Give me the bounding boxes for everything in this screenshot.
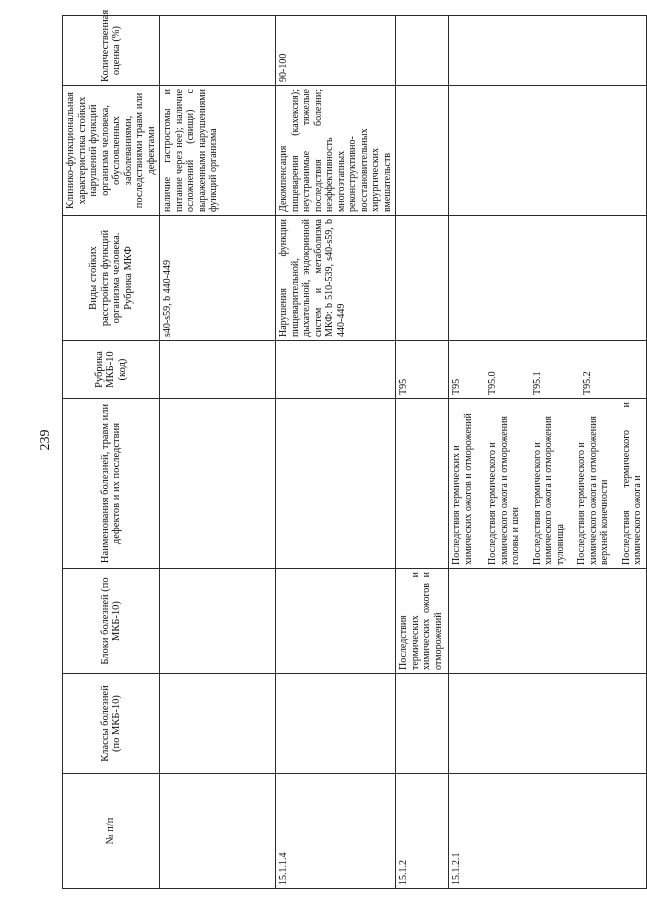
table-row: [160, 16, 276, 889]
header-num: № п/п: [63, 774, 160, 889]
name-upper-limb: Последствия термического и химического ожога и отморожения верхней конечности: [576, 415, 610, 565]
name-next: Последствия термического и химического ожога и: [620, 402, 643, 565]
cell-block: [449, 569, 647, 674]
cell-num: 15.1.1.4: [276, 774, 396, 889]
header-clinical: Клинико-функциональная характеристика стойких нарушений функций организма человека, обусловленных заболеваниями, последствиями травм или дефектами: [63, 86, 160, 216]
cell-num: 15.1.2: [396, 774, 449, 889]
cell-class: [449, 674, 647, 774]
table-row: [449, 16, 647, 889]
page-number: 239: [38, 429, 53, 451]
rubric-trunk: T95.1: [532, 371, 543, 395]
name-main: Последствия термических и химических ожогов и отморожений: [451, 413, 474, 565]
rubric-upper-limb: T95.2: [581, 371, 593, 395]
cell-block: [276, 569, 396, 674]
cell-num: [160, 774, 276, 889]
header-score: Количественная оценка (%): [63, 16, 160, 86]
rubric-head-neck: T95.0: [486, 371, 498, 395]
cell-class: [276, 674, 396, 774]
cell-types: [449, 216, 647, 341]
cell-score: [396, 16, 449, 86]
table-row: [276, 16, 396, 889]
header-blocks: Блоки болезней (по МКБ-10): [63, 569, 160, 674]
cell-score: [449, 16, 647, 86]
cell-rubric: [449, 341, 647, 399]
table-row: [396, 16, 449, 889]
cell-name: [160, 399, 276, 569]
cell-clinical: [396, 86, 449, 216]
cell-class: [160, 674, 276, 774]
cell-name: [449, 399, 647, 569]
cell-class: [396, 674, 449, 774]
cell-score: 90-100: [276, 16, 396, 86]
name-head-neck: Последствия термического и химического ожога и отморожения головы и шеи: [487, 415, 521, 565]
cell-clinical: [449, 86, 647, 216]
cell-clinical: наличие гастростомы и питание через нее); наличие осложнений (свищи) с выраженными нарушениями функций организма: [160, 86, 276, 216]
cell-types: [396, 216, 449, 341]
name-trunk: Последствия термического и химического ожога и отморожения туловища: [531, 415, 566, 565]
rotated-table-sheet: [62, 9, 643, 889]
disability-criteria-table: [62, 9, 647, 889]
cell-types: Нарушения функции пищеварительной, дыхательной, эндокринной систем и метаболизма МКФ: b 510-539, s40-s59, b 440-449: [276, 216, 396, 341]
cell-types: s40-s59, b 440-449: [160, 216, 276, 341]
cell-block: Последствия термических и химических ожогов и отморожений: [396, 569, 449, 674]
cell-num: 15.1.2.1: [449, 774, 647, 889]
cell-rubric: [276, 341, 396, 399]
rubric-main: T95: [451, 378, 462, 395]
table-header-row: [63, 16, 160, 889]
cell-score: [160, 16, 276, 86]
cell-rubric: T95: [396, 341, 449, 399]
cell-rubric: [160, 341, 276, 399]
header-names: Наименования болезней, травм или дефектов и их последствия: [63, 399, 160, 569]
header-types: Виды стойких расстройств функций организма человека. Рубрика МКФ: [63, 216, 160, 341]
cell-name: [276, 399, 396, 569]
header-rubric: Рубрика МКБ-10 (код): [63, 341, 160, 399]
cell-clinical: Декомпенсация пищеварения (кахексия); неустранимые тяжелые последствия болезни; неэффективность многоэтапных реконструктивно-восстановительных хирургических вмешательств: [276, 86, 396, 216]
cell-block: [160, 569, 276, 674]
cell-name: [396, 399, 449, 569]
header-classes: Классы болезней (по МКБ-10): [63, 674, 160, 774]
